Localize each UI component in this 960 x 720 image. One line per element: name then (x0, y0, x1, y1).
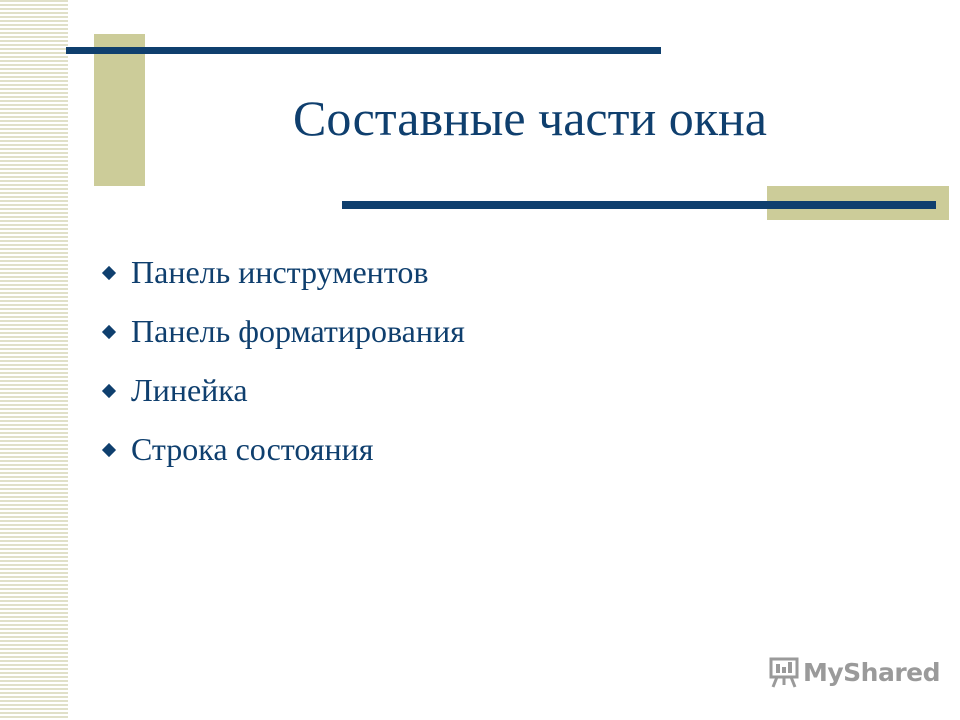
bullet-item (100, 302, 465, 361)
bullet-text: Строка состояния (131, 431, 374, 467)
side-stripes-decoration (0, 0, 68, 720)
watermark-logo (769, 656, 940, 688)
diamond-bullet-icon (102, 324, 116, 338)
diamond-bullet-icon (102, 383, 116, 397)
title-rule-bottom (342, 201, 936, 209)
presentation-board-icon (769, 656, 799, 688)
bullet-item (100, 243, 465, 302)
bullet-text: Панель форматирования (131, 313, 465, 349)
slide-title: Составные части окна (293, 90, 767, 146)
watermark-text: MyShared (803, 657, 941, 687)
diamond-bullet-icon (102, 442, 116, 456)
title-rule-top (66, 47, 661, 54)
bullet-text: Панель инструментов (131, 254, 429, 290)
bullet-item (100, 420, 465, 479)
bullet-text: Линейка (131, 372, 248, 408)
bullet-item (100, 361, 465, 420)
bullet-list (100, 243, 465, 479)
khaki-block-top (94, 34, 145, 186)
diamond-bullet-icon (102, 265, 116, 279)
